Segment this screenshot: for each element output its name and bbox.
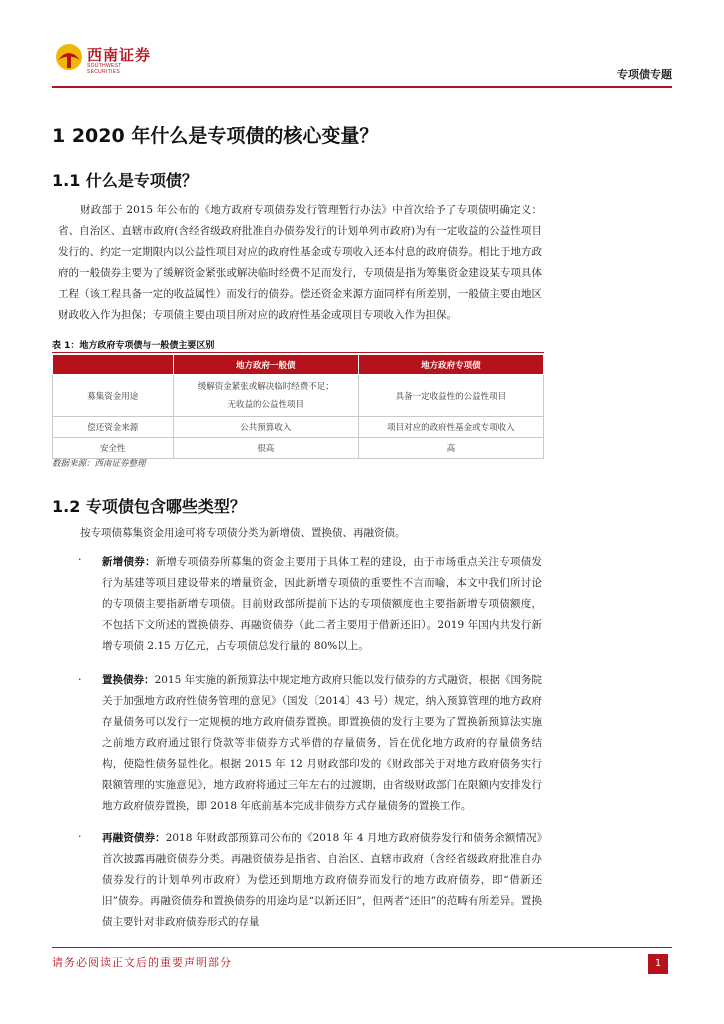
- cell-line: 缓解资金紧张或解决临时经费不足；: [197, 381, 334, 392]
- header-divider: [52, 86, 672, 88]
- comparison-table: [52, 354, 544, 459]
- row-label: 募集资金用途: [53, 375, 174, 417]
- item-text: 2015 年实施的新预算法中规定地方政府只能以发行债券的方式融资，根据《国务院关于加强地方政府性债务管理的意见》（国发〔2014〕43 号）规定，纳入预算管理的地方政府存量债务可以发行一定规模的地方政府债券置换。即置换债的发行主要为了置换新预算法实施之前地方政府通过银行贷款等非债券方式举借的存量债务，旨在优化地方政府的存量债务结构，使隐性债务显性化。根据 2015 年 12 月财政部印发的《财政部关于对地方政府债务实行限额管理的实施意见》，地方政府将通过三年左右的过渡期，由省级财政部门在限额内安排发行地方政府债券置换，即 2018 年底前基本完成非债券方式存量债务的置换工作。: [102, 674, 543, 812]
- table-cell-special: 高: [358, 438, 543, 459]
- list-item-new-bonds: [102, 552, 542, 657]
- term-refinancing-bonds: 再融资债券：: [102, 832, 166, 844]
- definition-paragraph: 财政部于 2015 年公布的《地方政府专项债券发行管理暂行办法》中首次给予了专项债明确定义：省、自治区、直辖市政府(含经省级政府批准自办债券发行的计划单列市政府)为有一定收益的公益性项目发行的、约定一定期限内以公益性项目对应的政府性基金或专项收入还本付息的政府债券。相比于地方政府的一般债券主要为了缓解资金紧张或解决临时经费不足而发行，专项债是指为筹集资金建设某专项具体工程（该工程具备一定的收益属性）而发行的债券。偿还资金来源方面同样有所差别，一般债主要由地区财政收入作为担保；专项债主要由项目所对应的政府性基金或项目专项收入作为担保。: [58, 204, 542, 321]
- section-1-1-heading: 1.1 什么是专项债？: [52, 171, 198, 190]
- term-new-bonds: 新增债券：: [102, 556, 156, 568]
- table-cell-general: 很高: [173, 438, 358, 459]
- types-intro: 按专项债募集资金用途可将专项债分类为新增债、置换债、再融资债。: [80, 527, 406, 539]
- section-1-2-heading: 1.2 专项债包含哪些类型？: [52, 497, 246, 516]
- table-header-blank: [53, 355, 174, 375]
- table-top-rule: [52, 352, 544, 353]
- bullet-marker: ·: [78, 553, 82, 566]
- company-logo: [54, 42, 154, 76]
- table-header-special: 地方政府专项债: [358, 355, 543, 375]
- table-1-title: 表 1：地方政府专项债与一般债主要区别: [52, 341, 215, 351]
- row-label: 偿还资金来源: [53, 417, 174, 438]
- list-item-replacement-bonds: [102, 670, 542, 817]
- table-cell-special: 项目对应的政府性基金或专项收入: [358, 417, 543, 438]
- term-replacement-bonds: 置换债券：: [102, 674, 155, 686]
- table-source-note: 数据来源：西南证券整理: [52, 459, 146, 469]
- report-type-label: 专项债专题: [617, 68, 672, 81]
- page-number: 1: [648, 954, 668, 974]
- logo-english-name: SOUTHWEST SECURITIES: [87, 63, 122, 75]
- table-row: [53, 438, 544, 459]
- table-cell-special: 具备一定收益性的公益性项目: [358, 375, 543, 417]
- table-cell-general: 公共预算收入: [173, 417, 358, 438]
- footer-divider: [52, 947, 672, 948]
- table-header-row: [53, 355, 544, 375]
- southwest-securities-logo-icon: [54, 42, 84, 72]
- logo-chinese-name: 西南证券: [87, 46, 152, 64]
- table-row: [53, 417, 544, 438]
- item-text: 新增专项债券所募集的资金主要用于具体工程的建设，由于市场重点关注专项债发行为基建等项目建设带来的增量资金，因此新增专项债的重要性不言而喻，本文中我们所讨论的专项债主要指新增专项债。目前财政部所提前下达的专项债额度也主要指新增专项债额度，不包括下文所述的置换债券、再融资债券（此二者主要用于借新还旧）。2019 年国内共发行新增专项债 2.15 万亿元，占专项债总发行量的 80%以上。: [102, 556, 542, 652]
- row-label: 安全性: [53, 438, 174, 459]
- table-row: [53, 375, 544, 417]
- item-text: 2018 年财政部预算司公布的《2018 年 4 月地方政府债券发行和债务余额情况》首次披露再融资债券分类。再融资债券是指省、自治区、直辖市政府（含经省级政府批准自办债券发行的计划单列市政府）为偿还到期地方政府债券而发行的地方政府债券，即“借新还旧”债券。再融资债券和置换债券的用途均是“以新还旧”，但两者“还旧”的范畴有所差异。置换债主要针对非政府债券形式的存量: [102, 832, 543, 928]
- section-1-heading: 1 2020 年什么是专项债的核心变量？: [52, 125, 379, 147]
- footer-disclaimer: 请务必阅读正文后的重要声明部分: [52, 956, 232, 969]
- table-cell-general: [173, 375, 358, 417]
- table-header-general: 地方政府一般债: [173, 355, 358, 375]
- list-item-refinancing-bonds: [102, 828, 542, 933]
- cell-line: 无收益的公益性项目: [227, 399, 304, 410]
- bullet-marker: ·: [78, 830, 82, 843]
- bullet-marker: ·: [78, 673, 82, 686]
